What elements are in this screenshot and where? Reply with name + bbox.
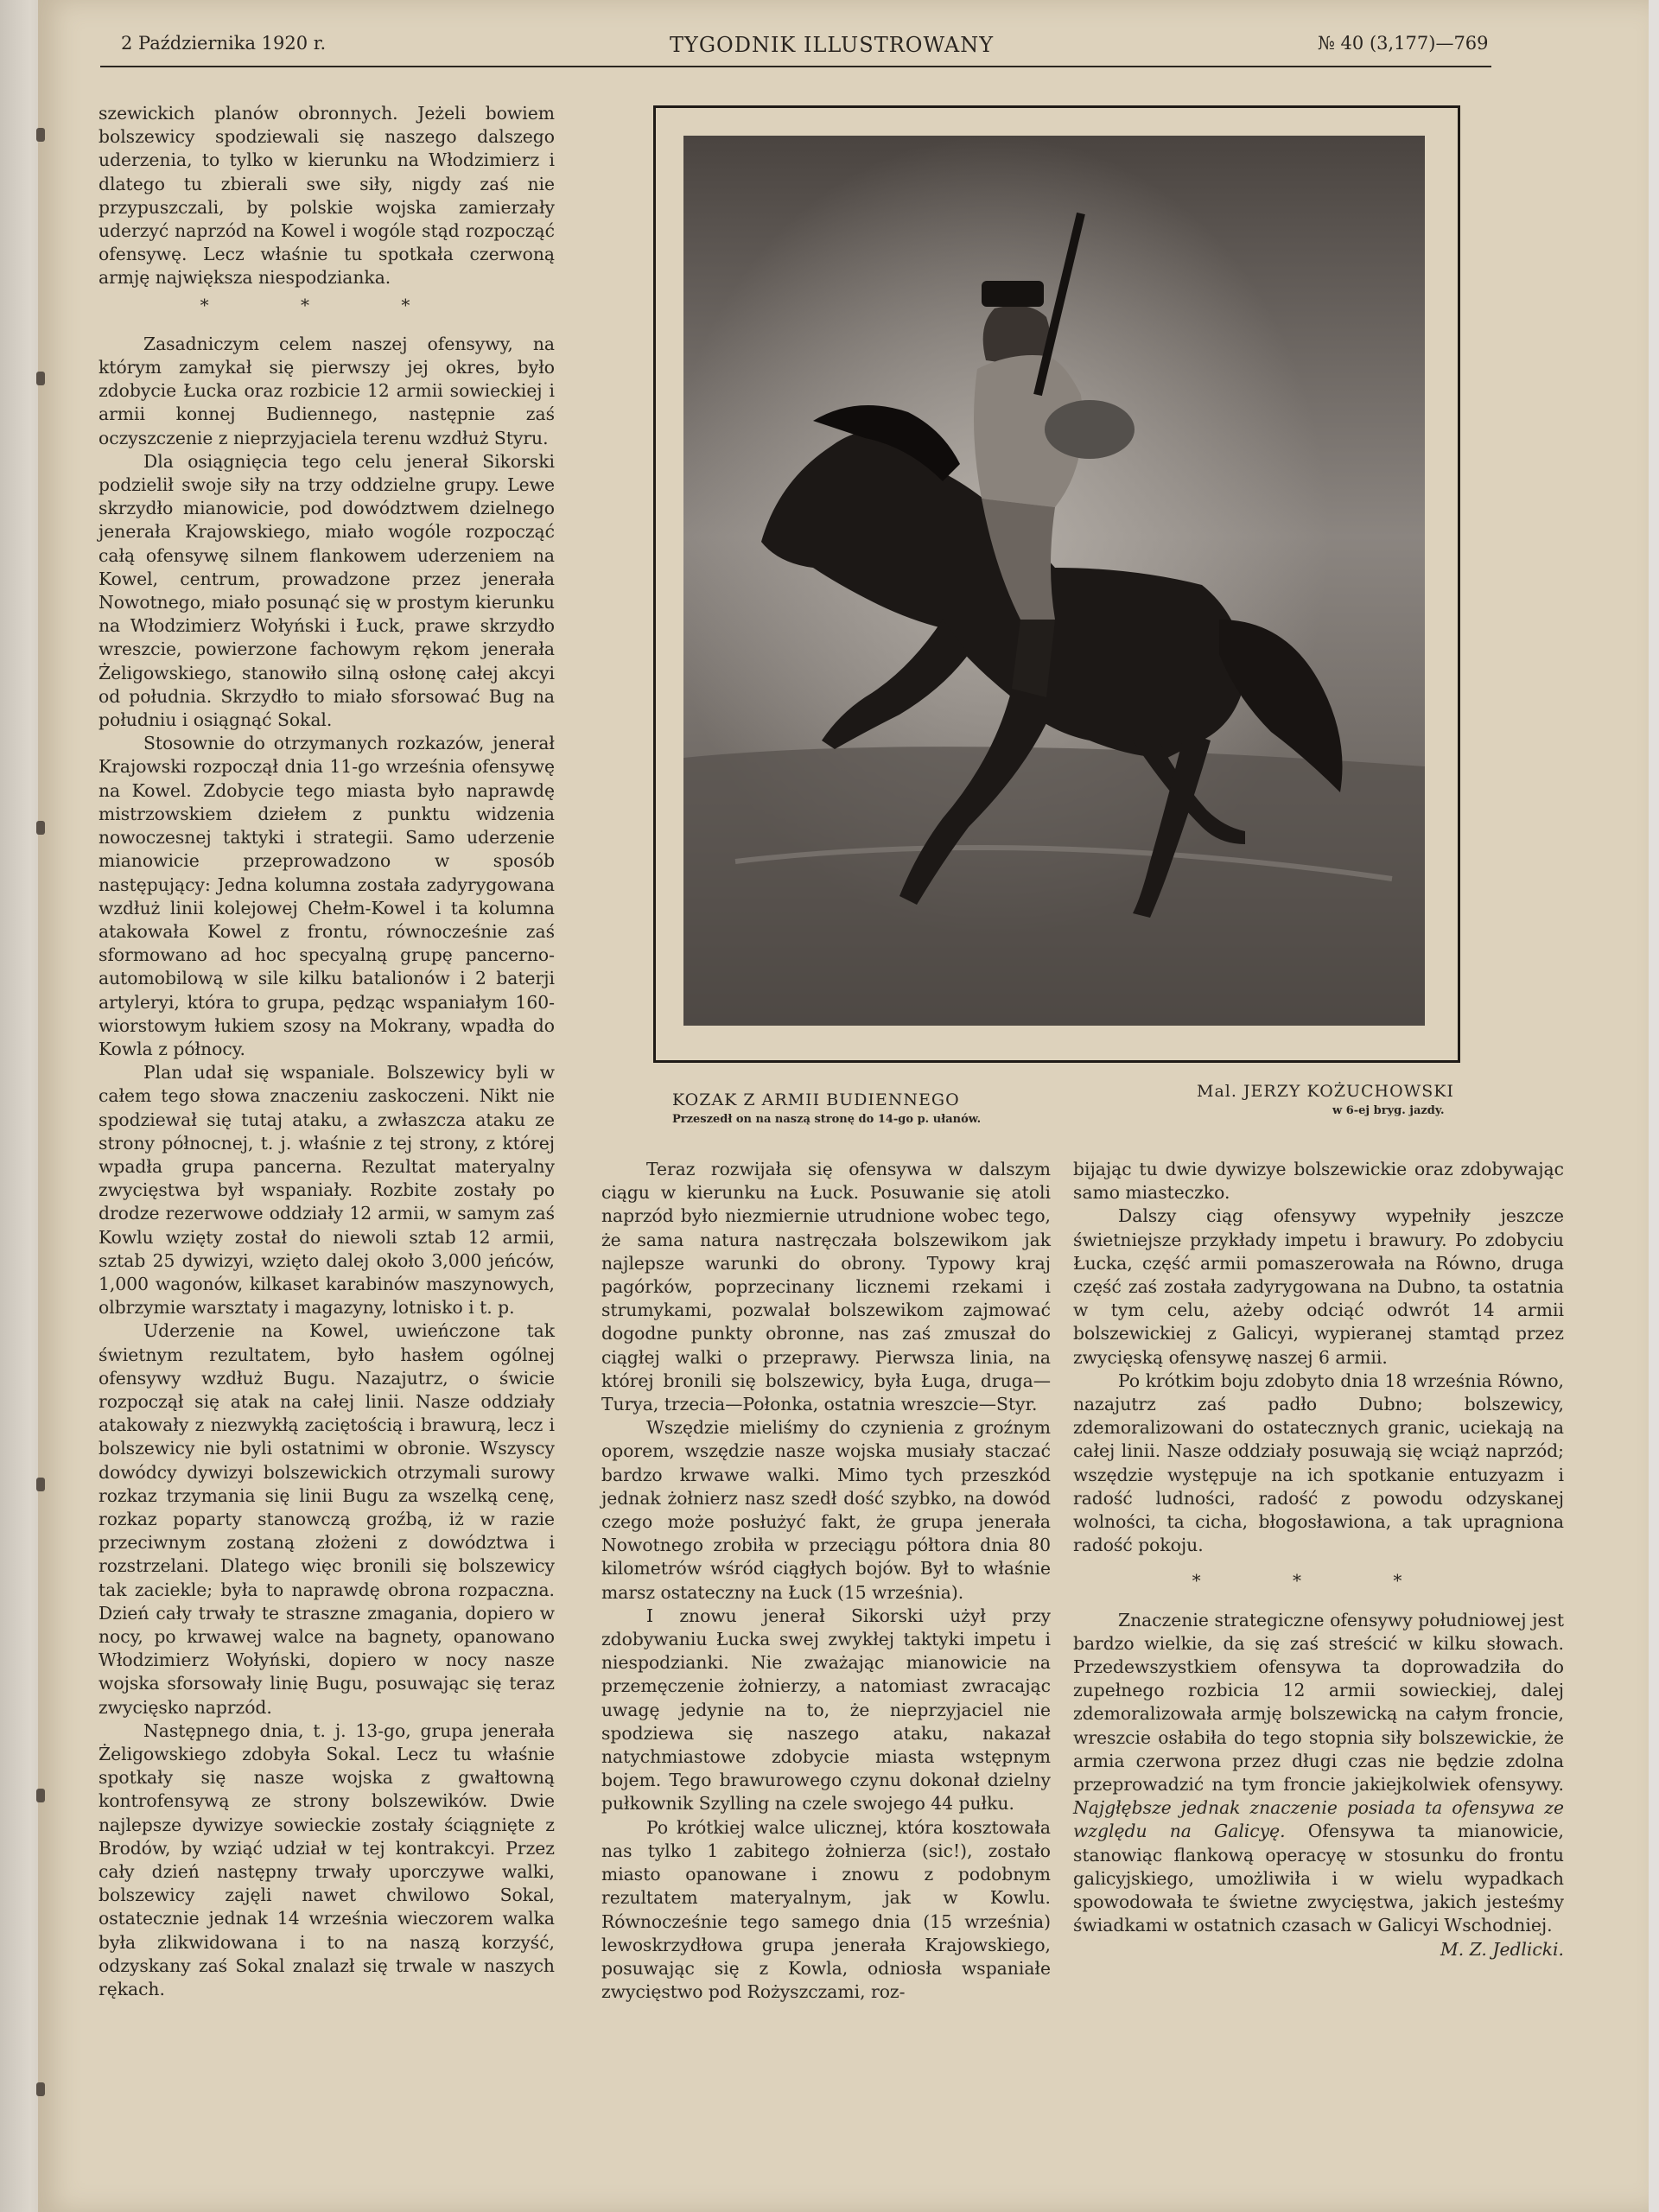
binding-hole	[36, 1478, 45, 1491]
caption-title: KOZAK Z ARMII BUDIENNEGO	[672, 1090, 960, 1109]
header-rule	[100, 66, 1491, 67]
paragraph: Stosownie do otrzymanych rozkazów, jenerał Krajowski rozpoczął dnia 11-go września ofensywę na Kowel. Zdobycie tego miasta było naprawdę mistrzowskiem dziełem z punktu widzenia nowoczesnej taktyki i strategii. Samo uderzenie mianowicie przeprowadzono w sposób następujący: Jedna kolumna została zadyrygowana wzdłuż linii kolejowej Chełm-Kowel i ta kolumna atakowała Kowel z frontu, równocześnie zaś sformowano ad hoc specyalną grupę pancerno-automobilową w sile kilku batalionów i 2 baterji artyleryi, która to grupa, pędząc wspaniałym 160-wiorstowym łukiem szosy na Mokrany, wpadła do Kowla z północy.	[99, 733, 555, 1059]
illustration-frame	[653, 105, 1460, 1063]
author-signature: M. Z. Jedlicki.	[1440, 1938, 1564, 1960]
artist-credit-note: w 6-ej bryg. jazdy.	[1332, 1104, 1445, 1117]
paragraph: szewickich planów obronnych. Jeżeli bowiem bolszewicy spodziewali się naszego dalszego uderzenia, to tylko w kierunku na Włodzimierz i dlatego tu zbierali swe siły, nigdy zaś nie przypuszczali, by polskie wojska zamierzały uderzyć naprzód na Kowel i wogóle stąd rozpocząć ofensywę. Lecz właśnie tu spotkała czerwoną armję największa niespodzianka.	[99, 103, 555, 289]
section-separator: * * *	[1192, 1570, 1446, 1592]
paragraph: Następnego dnia, t. j. 13-go, grupa jenerała Żeligowskiego zdobyła Sokal. Lecz tu właśnie spotkały się nasze wojska z gwałtowną kontrofensywą ze strony bolszewików. Dwie najlepsze dywizye sowieckie zostały ściągnięte z Brodów, by wziąć udział w tej kontrakcyi. Przez cały dzień następny trwały uporczywe walki, bolszewicy zajęli nawet chwilowo Sokal, ostatecznie jednak 14 września wieczorem walka była zlikwidowana i to na naszą korzyść, odzyskany zaś Sokal znalazł się trwale w naszych rękach.	[99, 1719, 555, 2000]
column-1	[99, 102, 555, 2001]
header-title: TYGODNIK ILLUSTROWANY	[670, 33, 995, 57]
paragraph: Zasadniczym celem naszej ofensywy, na którym zamykał się pierwszy jej okres, było zdobycie Łucka oraz rozbicie 12 armii sowieckiej i armii konnej Budiennego, następnie zaś oczyszczenie z nieprzyjaciela terenu wzdłuż Styru.	[99, 333, 555, 448]
section-separator: * * *	[200, 294, 454, 315]
column-2	[601, 1158, 1051, 2004]
emphasized-text: Najgłębsze jednak znaczenie posiada ta ofensywa ze względu na Galicyę.	[1073, 1797, 1564, 1842]
paragraph: I znowu jenerał Sikorski użył przy zdobywaniu Łucka swej zwykłej taktyki impetu i niespodzianki. Nie zważając mianowicie na przemęczenie żołnierzy, a natomiast zwracając uwagę jedynie na to, że nieprzyjaciel nie spodziewa się naszego ataku, nakazał natychmiastowe zdobycie miasta wstępnym bojem. Tego brawurowego czynu dokonał dzielny pułkownik Szylling na czele swojego 44 pułku.	[601, 1605, 1051, 1815]
binding-hole	[36, 372, 45, 385]
header-issue-number: № 40 (3,177)—769	[1318, 33, 1489, 54]
header-date: 2 Października 1920 r.	[121, 33, 327, 54]
binding-hole	[36, 1789, 45, 1802]
paragraph: Plan udał się wspaniale. Bolszewicy byli w całem tego słowa znaczeniu zaskoczeni. Nikt nie spodziewał się tutaj ataku, a zwłaszcza ataku ze strony północnej, t. j. właśnie z tej strony, z której wpadła grupa pancerna. Rezultat materyalny zwycięstwa był wspaniały. Rozbite zostały po drodze rezerwowe oddziały 12 armii, w samym zaś Kowlu wzięty został do niewoli sztab 12 armii, sztab 25 dywizyi, wzięto dalej około 3,000 jeńców, 1,000 wagonów, kilkaset karabinów maszynowych, olbrzymie warsztaty i magazyny, lotnisko i t. p.	[99, 1062, 555, 1319]
binding-hole	[36, 821, 45, 835]
paragraph: Dla osiągnięcia tego celu jenerał Sikorski podzielił swoje siły na trzy oddzielne grupy. Lewe skrzydło mianowicie, pod dowództwem dzielnego jenerała Krajowskiego, miało wogóle rozpocząć całą ofensywę silnem flankowem uderzeniem na Kowel, centrum, prowadzone przez jenerała Nowotnego, miało posunąć się w prostym kierunku na Włodzimierz Wołyński i Łuck, prawe skrzydło wreszcie, powierzone fachowym rękom jenerała Żeligowskiego, stanowiło silną osłonę całej akcyi od południa. Skrzydło to miało sforsować Bug na południu i osiągnąć Sokal.	[99, 450, 555, 731]
artist-credit: Mal. JERZY KOŻUCHOWSKI	[1197, 1082, 1454, 1101]
paragraph	[1073, 1609, 1564, 1938]
paragraph: bijając tu dwie dywizye bolszewickie oraz zdobywając samo miasteczko.	[1073, 1159, 1564, 1204]
column-3	[1073, 1158, 1564, 1961]
binding-hole	[36, 2082, 45, 2096]
paragraph-text: Ofensywa ta mianowicie, stanowiąc flankową operacyę w stosunku do frontu galicyjskiego, umożliwiła i w wielu wypadkach spowodowała te świetne zwycięstwa, jakich jesteśmy świadkami w ostatnich czasach w Galicyi Wschodniej.	[1073, 1821, 1565, 1936]
cossack-rider-illustration	[683, 136, 1425, 1026]
paragraph: Po krótkiej walce ulicznej, która kosztowała nas tylko 1 zabitego żołnierza (sic!), zostało miasto opanowane i znowu z podobnym rezultatem materyalnym, jak w Kowlu. Równocześnie tego samego dnia (15 września) lewoskrzydłowa grupa jenerała Krajowskiego, posuwając się z Kowla, odniosła wspaniałe zwycięstwo pod Rożyszczami, roz-	[601, 1816, 1051, 2003]
paragraph: Dalszy ciąg ofensywy wypełniły jeszcze świetniejsze przykłady impetu i brawury. Po zdobyciu Łucka, część armii pomaszerowała na Równo, druga część zaś została zadyrygowana na Dubno, ta ostatnia w tym celu, ażeby odciąć odwrót 14 armii bolszewickiej z Galicyi, wypieranej stamtąd przez zwycięską ofensywę naszej 6 armii.	[1073, 1205, 1564, 1368]
paragraph: Teraz rozwijała się ofensywa w dalszym ciągu w kierunku na Łuck. Posuwanie się atoli naprzód było niezmiernie utrudnione wobec tego, że sama natura nastręczała bolszewikom jak najlepsze warunki do obrony. Typowy kraj pagórków, poprzecinany licznemi rzekami i strumykami, pozwalał bolszewikom zajmować dogodne punkty obronne, nas zaś zmuszał do ciągłej walki o przeprawy. Pierwsza linia, na której bronili się bolszewicy, była Ługa, druga—Turya, trzecia—Połonka, ostatnia wreszcie—Styr.	[601, 1159, 1051, 1415]
paragraph: Wszędzie mieliśmy do czynienia z groźnym oporem, wszędzie nasze wojska musiały staczać bardzo krwawe walki. Mimo tych przeszkód jednak żołnierz nasz szedł dość szybko, na dowód czego może posłużyć fakt, że grupa jenerała Nowotnego zrobiła w przeciągu półtora dnia 80 kilometrów wśród ciągłych bojów. Był to właśnie marsz ostateczny na Łuck (15 września).	[601, 1417, 1051, 1603]
paragraph: Po krótkim boju zdobyto dnia 18 września Równo, nazajutrz zaś padło Dubno; bolszewicy, zdemoralizowani do ostatecznych granic, uciekają na całej linii. Nasze oddziały posuwają się wciąż naprzód; wszędzie występuje na ich spotkanie entuzyazm i radość ludności, radość z powodu odzyskanej wolności, ta cicha, błogosławiona, a tak upragniona radość pokoju.	[1073, 1370, 1564, 1556]
paragraph: Uderzenie na Kowel, uwieńczone tak świetnym rezultatem, było hasłem ogólnej ofensywy wzdłuż Bugu. Nazajutrz, o świcie rozpoczął się atak na całej linii. Nasze oddziały atakowały z niezwykłą zaciętością i brawurą, lecz i bolszewicy nie byli ostatnimi w obronie. Wszyscy dowódcy dywizyi bolszewickich otrzymali surowy rozkaz trzymania się linii Bugu za wszelką cenę, rozkaz poparty stanowczą groźbą, iż w razie przeciwnym zostaną złożeni z dowództwa i rozstrzelani. Dlatego więc bronili się bolszewicy tak zaciekle; była to naprawdę obrona rozpaczna. Dzień cały trwały te straszne zmagania, dopiero w nocy, po krwawej walce na bagnety, opanowano Włodzimierz Wołyński, dopiero w nocy nasze wojska sforsowały linię Bugu, posuwając się teraz zwycięsko naprzód.	[99, 1320, 555, 1718]
binding-hole	[36, 128, 45, 142]
caption-subtitle: Przeszedł on na naszą stronę do 14-go p. ułanów.	[672, 1113, 982, 1126]
paragraph-text: Znaczenie strategiczne ofensywy południowej jest bardzo wielkie, da się zaś streścić w kilku słowach. Przedewszystkiem ofensywa ta doprowadziła do zupełnego rozbicia 12 armii sowieckiej, dalej zdemoralizowała armję bolszewicką na całym froncie, wreszcie osłabiła do tego stopnia siły bolszewickie, że armia czerwona przez długi czas nie będzie zdolna przeprowadzić na tym froncie jakiejkolwiek ofensywy.	[1073, 1609, 1564, 1796]
